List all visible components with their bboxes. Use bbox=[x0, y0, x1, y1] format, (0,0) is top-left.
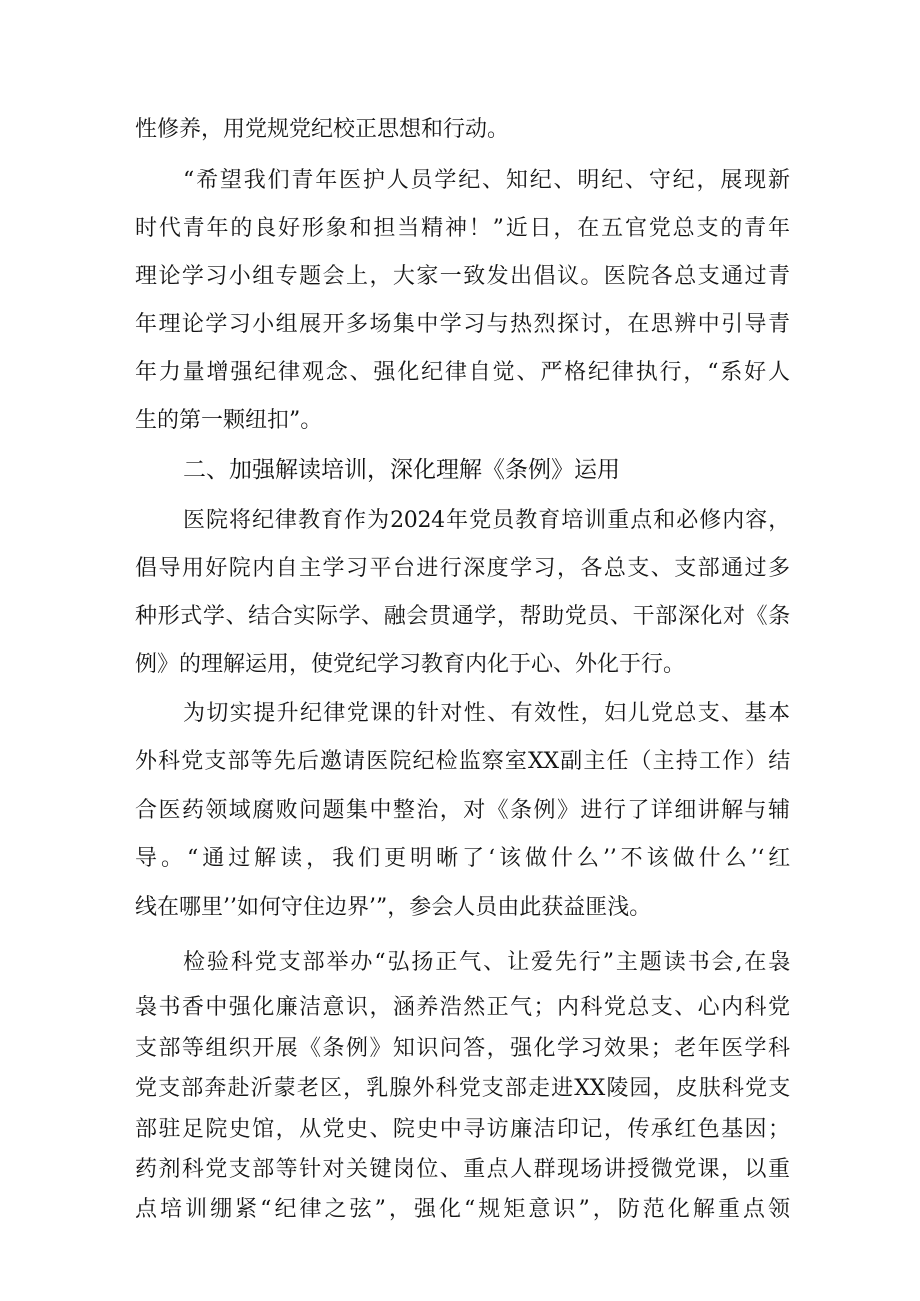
text-line: 药剂科党支部等针对关键岗位、重点人群现场讲授微党课，以重 bbox=[135, 1157, 790, 1182]
text-line: “希望我们青年医护人员学纪、知纪、明纪、守纪，展现新 bbox=[183, 168, 790, 193]
text-line: 部驻足院史馆，从党史、院史中寻访廉洁印记，传承红色基因； bbox=[135, 1117, 790, 1142]
text-line: 倡导用好院内自主学习平台进行深度学习，各总支、支部通过多 bbox=[135, 556, 790, 581]
text-line: 时代青年的良好形象和担当精神！”近日，在五官党总支的青年 bbox=[135, 216, 790, 241]
text-line: 支部等组织开展《条例》知识问答，强化学习效果；老年医学科 bbox=[135, 1036, 790, 1061]
text-line: 检验科党支部举办“弘扬正气、让爱先行”主题读书会,在袅 bbox=[183, 950, 790, 975]
section-heading: 二、加强解读培训，深化理解《条例》运用 bbox=[183, 457, 620, 483]
text-line: 医院将纪律教育作为2024年党员教育培训重点和必修内容， bbox=[183, 508, 790, 533]
text-line: 年力量增强纪律观念、强化纪律自觉、严格纪律执行，“系好人 bbox=[135, 360, 790, 385]
text-line: 点培训绷紧“纪律之弦”，强化“规矩意识”，防范化解重点领 bbox=[135, 1197, 790, 1222]
text-line: 性修养，用党规党纪校正思想和行动。 bbox=[135, 117, 510, 142]
text-line: 外科党支部等先后邀请医院纪检监察室XX副主任（主持工作）结 bbox=[135, 749, 790, 774]
text-line: 线在哪里’’如何守住边界’”，参会人员由此获益匪浅。 bbox=[135, 895, 652, 920]
text-line: 种形式学、结合实际学、融会贯通学，帮助党员、干部深化对《条 bbox=[135, 604, 790, 629]
text-line: 生的第一颗纽扣”。 bbox=[135, 408, 323, 433]
text-line: 导。“通过解读，我们更明晰了‘该做什么’’不该做什么’‘红 bbox=[135, 846, 790, 871]
text-line: 年理论学习小组展开多场集中学习与热烈探讨，在思辨中引导青 bbox=[135, 312, 790, 337]
text-line: 党支部奔赴沂蒙老区，乳腺外科党支部走进XX陵园，皮肤科党支 bbox=[135, 1076, 790, 1101]
text-line: 理论学习小组专题会上，大家一致发出倡议。医院各总支通过青 bbox=[135, 264, 790, 289]
text-line: 合医药领域腐败问题集中整治，对《条例》进行了详细讲解与辅 bbox=[135, 798, 790, 823]
text-line: 为切实提升纪律党课的针对性、有效性，妇儿党总支、基本 bbox=[183, 701, 790, 726]
text-line: 袅书香中强化廉洁意识，涵养浩然正气；内科党总支、心内科党 bbox=[135, 995, 790, 1020]
text-line: 例》的理解运用，使党纪学习教育内化于心、外化于行。 bbox=[135, 652, 686, 677]
